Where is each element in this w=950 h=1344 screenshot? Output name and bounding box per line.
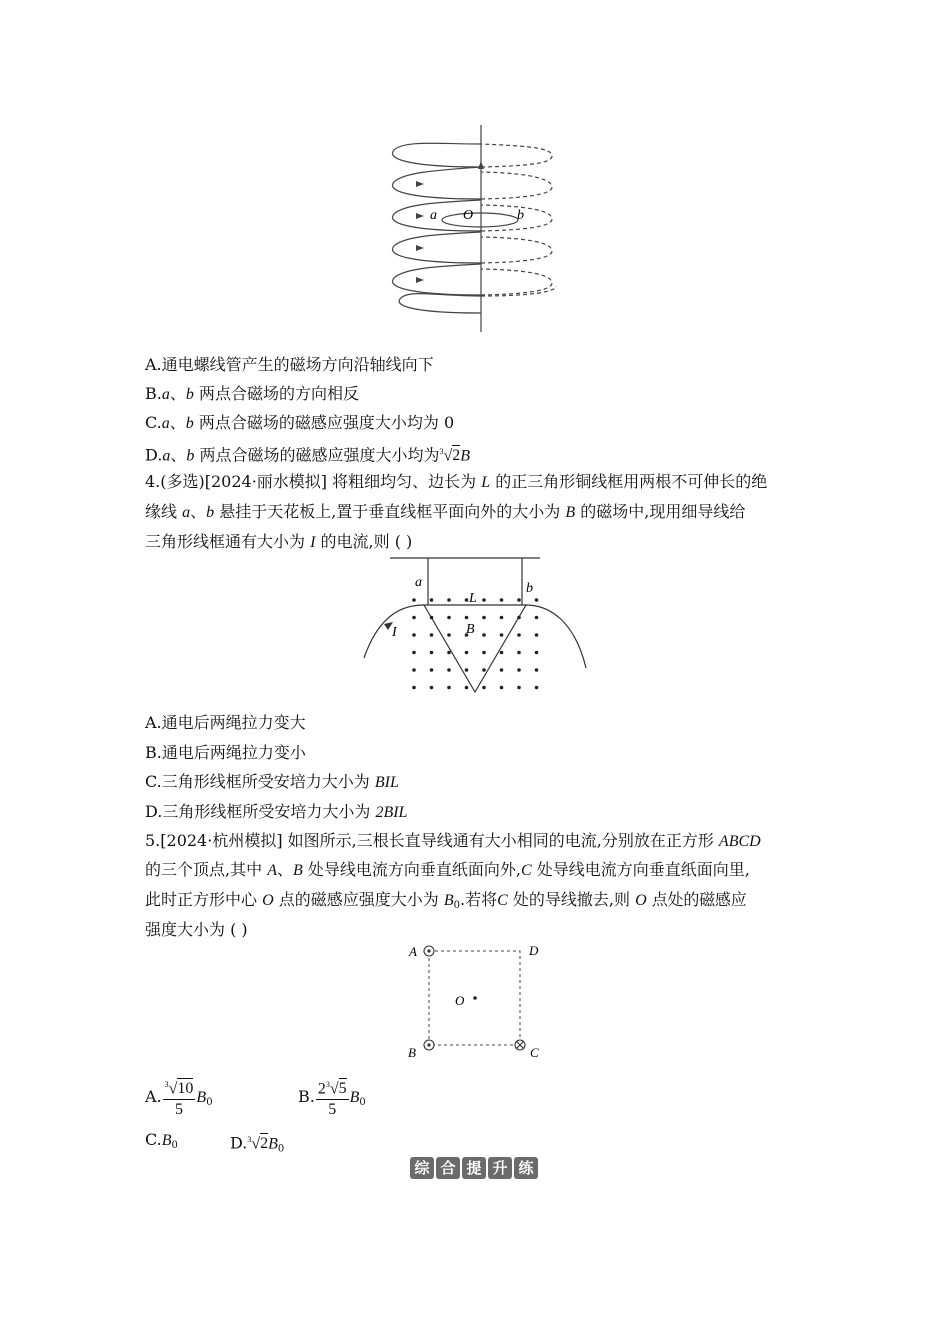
field-dot <box>412 598 416 602</box>
coil-turn <box>392 264 481 295</box>
field-dot <box>517 686 521 690</box>
q5-line-1: 5.[2024·杭州模拟] 如图所示,三根长直导线通有大小相同的电流,分别放在正方形 ABCD <box>145 831 761 850</box>
center-point <box>473 996 477 1000</box>
field-dot <box>535 651 539 655</box>
feed-wire <box>526 605 586 668</box>
coil-turn <box>399 294 481 313</box>
coil-turn <box>481 269 552 295</box>
field-dot <box>482 633 486 637</box>
field-dot <box>465 668 469 672</box>
field-dot <box>535 686 539 690</box>
banner-char: 升 <box>488 1157 512 1179</box>
field-dot <box>482 616 486 620</box>
label-A: A <box>409 944 417 959</box>
q5-option-b: B. $\frac{2^3√5}{5}$ $B_0$ <box>298 1075 366 1124</box>
banner-char: 提 <box>462 1157 486 1179</box>
field-dot <box>447 686 451 690</box>
label-a: a <box>415 575 422 590</box>
current-arrow-icon <box>416 213 424 219</box>
solenoid-figure <box>380 120 580 335</box>
q5-line-4: 强度大小为 ( ) <box>145 920 248 939</box>
field-dot <box>447 668 451 672</box>
field-dot <box>430 633 434 637</box>
field-dot <box>535 633 539 637</box>
q4-line-1: 4.(多选)[2024·丽水模拟] 将粗细均匀、边长为 L 的正三角形铜线框用两根不可伸长的绝 <box>145 472 768 491</box>
field-dot <box>412 686 416 690</box>
coil-turn <box>481 237 552 263</box>
field-dot <box>500 616 504 620</box>
q4-line-2: 缘线 a、b 悬挂于天花板上,置于垂直线框平面向外的大小为 B 的磁场中,现用细导线给 <box>145 502 746 521</box>
q3-option-b: B.a、b 两点合磁场的方向相反 <box>145 384 359 403</box>
label-B: B <box>466 622 475 637</box>
field-dot <box>517 651 521 655</box>
field-dot <box>517 598 521 602</box>
banner-char: 练 <box>514 1157 538 1179</box>
q3-option-c: C.a、b 两点合磁场的磁感应强度大小均为 0 <box>145 413 455 432</box>
q5-line-3: 此时正方形中心 O 点的磁感应强度大小为 $B_0$.若将C 处的导线撤去,则 O 点处的磁感应 <box>145 890 747 911</box>
label-D: D <box>529 943 539 958</box>
label-B: B <box>408 1045 416 1060</box>
field-dots <box>412 598 538 689</box>
field-dot <box>412 651 416 655</box>
q5-line-2: 的三个顶点,其中 A、B 处导线电流方向垂直纸面向外,C 处导线电流方向垂直纸面向里, <box>145 860 750 879</box>
axis-arrow-icon <box>478 161 484 169</box>
q5-option-d: $D.^3√2B_0$ <box>230 1133 285 1155</box>
q4-option-c: C.三角形线框所受安培力大小为 BIL <box>145 772 399 791</box>
coil-turn <box>481 172 552 199</box>
field-dot <box>465 686 469 690</box>
current-out-A <box>424 946 434 956</box>
field-dot <box>482 668 486 672</box>
q4-line-3: 三角形线框通有大小为 I 的电流,则 ( ) <box>145 532 413 551</box>
field-dot <box>517 616 521 620</box>
field-dot <box>482 651 486 655</box>
field-dot <box>535 616 539 620</box>
field-dot <box>500 686 504 690</box>
field-dot <box>465 651 469 655</box>
field-dot <box>465 598 469 602</box>
square-figure <box>400 940 550 1065</box>
field-dot <box>430 616 434 620</box>
q3-option-a: A.通电螺线管产生的磁场方向沿轴线向下 <box>145 355 434 374</box>
field-dot <box>430 686 434 690</box>
field-dot <box>500 598 504 602</box>
field-dot <box>412 668 416 672</box>
current-out-B <box>424 1040 434 1050</box>
field-dot <box>412 616 416 620</box>
field-dot <box>535 668 539 672</box>
label-O: O <box>455 993 465 1008</box>
label-L: L <box>469 591 477 606</box>
label-a: a <box>430 208 437 223</box>
q4-option-d: D.三角形线框所受安培力大小为 2BIL <box>145 802 408 821</box>
field-dot <box>465 616 469 620</box>
current-arrow-icon <box>416 245 424 251</box>
label-C: C <box>530 1045 539 1060</box>
current-arrow-icon <box>416 277 424 283</box>
field-dot <box>447 616 451 620</box>
field-dot <box>447 633 451 637</box>
label-o: O <box>463 208 474 223</box>
current-in-C <box>515 1040 525 1050</box>
field-dot <box>482 598 486 602</box>
coil-turn <box>392 143 481 167</box>
field-dot <box>500 633 504 637</box>
label-I: I <box>392 625 397 640</box>
coil-turn <box>481 144 552 167</box>
field-dot <box>430 598 434 602</box>
q3-option-d: D.a、b 两点合磁场的磁感应强度大小均为$^3$√2B <box>145 445 471 465</box>
field-dot <box>447 598 451 602</box>
field-dot <box>412 633 416 637</box>
label-b: b <box>526 581 533 596</box>
coil-turn <box>392 167 481 199</box>
field-dot <box>500 651 504 655</box>
field-dot <box>517 633 521 637</box>
field-dot <box>535 598 539 602</box>
banner-char: 合 <box>436 1157 460 1179</box>
q5-option-c: $C.B_0$ <box>145 1130 178 1151</box>
field-dot <box>447 651 451 655</box>
field-dot <box>430 668 434 672</box>
inner-ring <box>442 213 518 227</box>
q4-option-a: A.通电后两绳拉力变大 <box>145 713 306 732</box>
label-b: b <box>517 208 524 223</box>
field-dot <box>430 651 434 655</box>
field-dot <box>482 686 486 690</box>
q4-option-b: B.通电后两绳拉力变小 <box>145 743 306 762</box>
q5-option-a: A. $\frac{^3√10}{5}$ $B_0$ <box>145 1075 213 1124</box>
section-banner <box>410 1157 538 1179</box>
field-dot <box>500 668 504 672</box>
triangle-frame-figure <box>360 552 590 702</box>
current-arrow-icon <box>416 181 424 187</box>
banner-char: 综 <box>410 1157 434 1179</box>
field-dot <box>517 668 521 672</box>
coil-turn <box>392 232 481 263</box>
triangle-frame <box>424 605 526 692</box>
